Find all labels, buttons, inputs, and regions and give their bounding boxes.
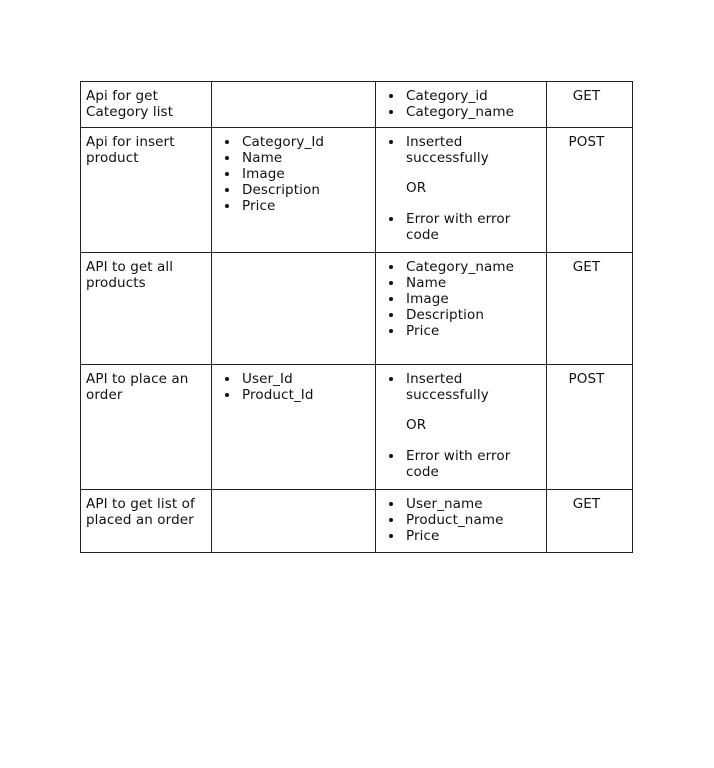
list-item: • Price xyxy=(240,198,370,214)
list-item: • Category_id xyxy=(404,88,541,104)
method-cell xyxy=(547,82,633,128)
api-name-cell xyxy=(81,365,212,490)
api-name-cell xyxy=(81,128,212,253)
params-list xyxy=(217,371,370,403)
params-cell xyxy=(212,365,376,490)
table-row xyxy=(81,128,633,253)
api-name: API to get list of placed an order xyxy=(86,496,195,528)
method-cell xyxy=(547,253,633,365)
table-row xyxy=(81,490,633,553)
response-cell xyxy=(376,490,547,553)
params-cell xyxy=(212,253,376,365)
list-item: • Name xyxy=(240,150,370,166)
list-item: • Product_name xyxy=(404,512,541,528)
response-list xyxy=(381,448,541,480)
list-item: • User_name xyxy=(404,496,541,512)
or-text: OR xyxy=(406,180,427,196)
response-list xyxy=(381,259,541,339)
table-row xyxy=(81,253,633,365)
http-method: POST xyxy=(568,371,605,387)
api-name: API to get all products xyxy=(86,259,174,291)
list-item: • User_Id xyxy=(240,371,370,387)
method-cell xyxy=(547,128,633,253)
response-list xyxy=(381,371,541,403)
http-method: GET xyxy=(572,496,601,512)
list-item: • Price xyxy=(404,323,541,339)
response-cell xyxy=(376,253,547,365)
http-method: GET xyxy=(572,259,601,275)
method-cell xyxy=(547,490,633,553)
http-method: POST xyxy=(568,134,605,150)
api-table xyxy=(80,81,633,553)
response-list xyxy=(381,134,541,166)
response-cell xyxy=(376,128,547,253)
list-item: • Description xyxy=(240,182,370,198)
method-cell xyxy=(547,365,633,490)
or-text: OR xyxy=(406,417,427,433)
response-list xyxy=(381,88,541,120)
list-item: • Category_Id xyxy=(240,134,370,150)
list-item: • Name xyxy=(404,275,541,291)
api-name: Api for get Category list xyxy=(86,88,174,120)
response-cell xyxy=(376,365,547,490)
api-name-cell xyxy=(81,253,212,365)
http-method: GET xyxy=(572,88,601,104)
table-row xyxy=(81,365,633,490)
api-name: API to place an order xyxy=(86,371,189,403)
list-item: • Category_name xyxy=(404,259,541,275)
response-list xyxy=(381,211,541,243)
list-item: • Price xyxy=(404,528,541,544)
response-cell xyxy=(376,82,547,128)
list-item: • Category_name xyxy=(404,104,541,120)
api-name-cell xyxy=(81,490,212,553)
list-item: • Inserted successfully xyxy=(404,371,541,403)
list-item: • Image xyxy=(404,291,541,307)
params-list xyxy=(217,134,370,214)
params-cell xyxy=(212,490,376,553)
list-item: • Product_Id xyxy=(240,387,370,403)
list-item: • Inserted successfully xyxy=(404,134,541,166)
api-name: Api for insert product xyxy=(86,134,175,166)
list-item: • Error with error code xyxy=(404,448,541,480)
list-item: • Error with error code xyxy=(404,211,541,243)
table-row xyxy=(81,82,633,128)
response-list xyxy=(381,496,541,544)
list-item: • Description xyxy=(404,307,541,323)
params-cell xyxy=(212,128,376,253)
params-cell xyxy=(212,82,376,128)
api-name-cell xyxy=(81,82,212,128)
list-item: • Image xyxy=(240,166,370,182)
